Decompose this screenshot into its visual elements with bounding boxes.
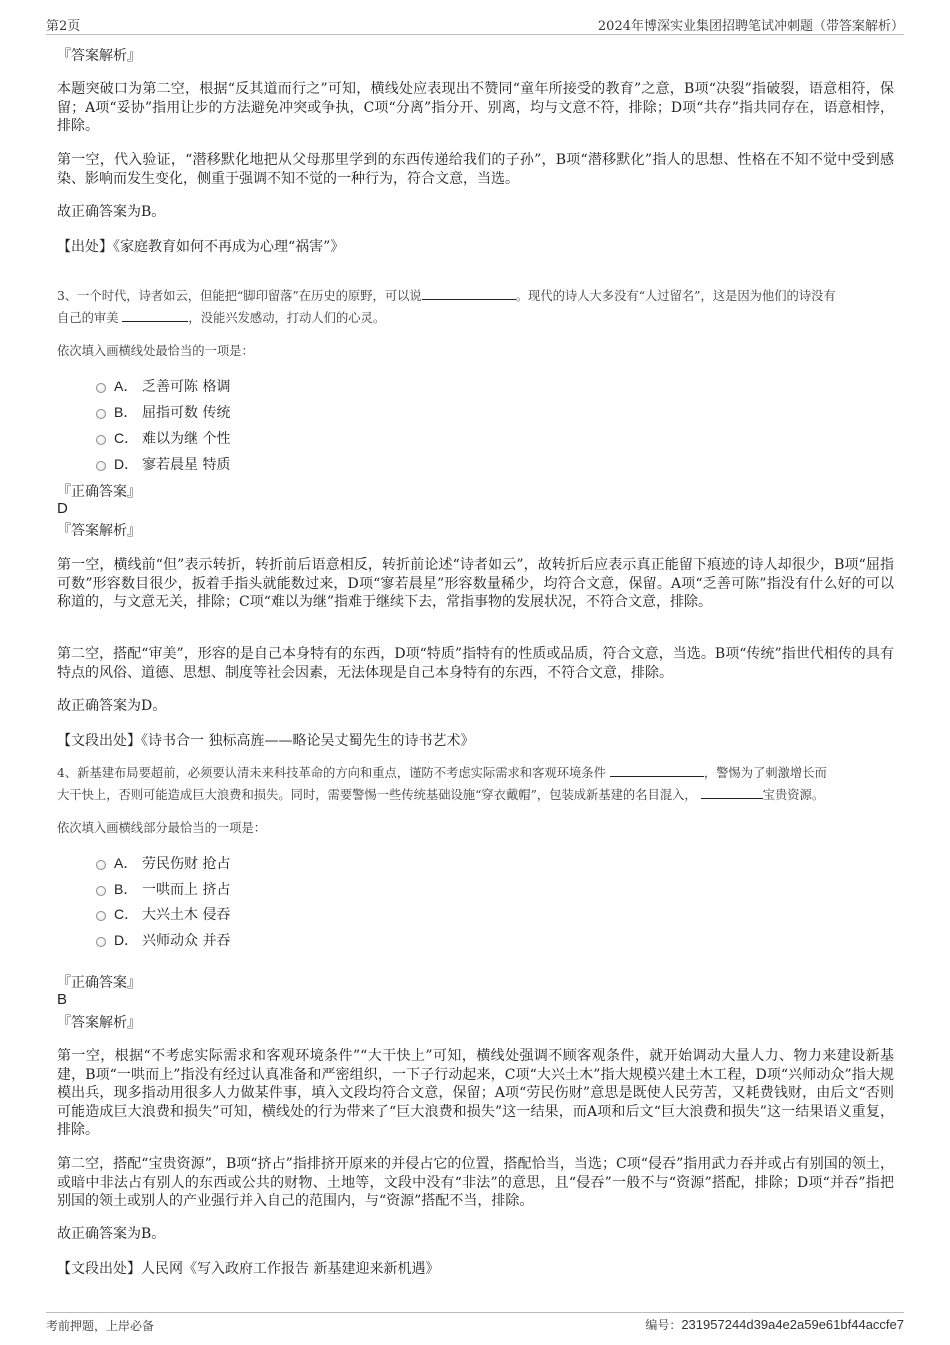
analysis-para2-q4: 第二空，搭配“宝贵资源”，B项“挤占”指排挤开原来的并侵占它的位置，搭配恰当，当选；C项“侵吞”指用武力吞并或占有别国的领土，或暗中非法占有别人的东西或公共的财物、土地等，文段中没有“非法”的意思，且“侵吞”一般不与“资源”搭配，排除；D项“并吞”指把别国的领土或别人的产业强行并入自己的范围内，与“资源”搭配不当，排除。 bbox=[57, 1156, 894, 1209]
question-stem-q4: 4、新基建布局要超前，必须要认清未来科技革命的方向和重点，谨防不考虑实际需求和客观环境条件 ，警惕为了刺激增长而 大干快上，否则可能造成巨大浪费和损失。同时，需要警惕一些传统基础设施“穿衣戴帽”，包装成新基建的名目混入， 宝贵资源。 bbox=[57, 766, 827, 802]
option-c-q3[interactable]: C． 难以为继 个性 bbox=[96, 428, 230, 448]
blank-2 bbox=[122, 310, 188, 322]
question-stem-q3: 3、一个时代，诗者如云，但能把“脚印留落”在历史的原野，可以说 。现代的诗人大多没有“人过留名”，这是因为他们的诗没有 自己的审美 ，没能兴发感动，打动人们的心灵。 bbox=[57, 289, 836, 325]
radio-icon[interactable] bbox=[96, 860, 106, 870]
conclusion-q4: 故正确答案为B。 bbox=[57, 1226, 166, 1242]
document-code: 编号：231957244d39a4e2a59e61bf44accfe7 bbox=[645, 1317, 904, 1332]
analysis-para1-q2: 本题突破口为第二空，根据“反其道而行之”可知，横线处应表现出不赞同“童年所接受的教育”之意，B项“决裂”指破裂，语意相符，保留；A项“妥协”指用让步的方法避免冲突或争执，C项“分离”指分开、别离，均与文意不符，排除；D项“共存”指共同存在，语意相悖，排除。 bbox=[57, 81, 894, 134]
conclusion-q2: 故正确答案为B。 bbox=[57, 204, 166, 220]
source-q4: 【文段出处】人民网《写入政府工作报告 新基建迎来新机遇》 bbox=[57, 1261, 440, 1277]
page-number: 第2页 bbox=[46, 19, 81, 34]
page-footer bbox=[46, 1312, 904, 1335]
analysis-label-q2: 『答案解析』 bbox=[57, 48, 141, 64]
analysis-para2-q2: 第一空，代入验证，“潜移默化地把从父母那里学到的东西传递给我们的子孙”，B项“潜移默化”指人的思想、性格在不知不觉中受到感染、影响而发生变化，侧重于强调不知不觉的一种行为，符合文意，当选。 bbox=[57, 152, 894, 187]
analysis-label-q3: 『答案解析』 bbox=[57, 523, 141, 539]
blank-2 bbox=[701, 787, 763, 799]
analysis-para1-q4: 第一空，根据“不考虑实际需求和客观环境条件”“大干快上”可知，横线处强调不顾客观条件，就开始调动大量人力、物力来建设新基建，B项“一哄而上”指没有经过认真准备和严密组织，一下子行动起来，C项“大兴土木”指大规模兴建土木工程，D项“兴师动众”指大规模出兵，现多指动用很多人力做某件事，填入文段均符合文意，保留；A项“劳民伤财”意思是既使人民劳苦，又耗费钱财，由后文“否则可能造成巨大浪费和损失”可知，横线处的行为带来了“巨大浪费和损失”这一结果，而A项和后文“巨大浪费和损失”这一结果语义重复，排除。 bbox=[57, 1048, 894, 1138]
source-q2: 【出处】《家庭教育如何不再成为心理“祸害”》 bbox=[57, 239, 345, 255]
option-a-q3[interactable]: A． 乏善可陈 格调 bbox=[96, 376, 230, 396]
radio-icon[interactable] bbox=[96, 409, 106, 419]
correct-answer-label-q4: 『正确答案』 bbox=[57, 975, 141, 991]
blank-1 bbox=[610, 765, 704, 777]
radio-icon[interactable] bbox=[96, 461, 106, 471]
footer-slogan: 考前押题，上岸必备 bbox=[46, 1319, 155, 1333]
page-header bbox=[46, 12, 904, 35]
analysis-label-q4: 『答案解析』 bbox=[57, 1015, 141, 1031]
option-d-q4[interactable]: D． 兴师动众 并吞 bbox=[96, 930, 230, 950]
analysis-para2-q3: 第二空，搭配“审美”，形容的是自己本身特有的东西，D项“特质”指特有的性质或品质，符合文意，当选。B项“传统”指世代相传的具有特点的风俗、道德、思想、制度等社会因素，无法体现是自己本身特有的东西，不符合文意，排除。 bbox=[57, 646, 894, 681]
correct-answer-q4: B bbox=[57, 991, 68, 1008]
radio-icon[interactable] bbox=[96, 435, 106, 445]
radio-icon[interactable] bbox=[96, 886, 106, 896]
option-c-q4[interactable]: C． 大兴土木 侵吞 bbox=[96, 904, 230, 924]
blank-1 bbox=[422, 288, 516, 300]
source-q3: 【文段出处】《诗书合一 独标高旌——略论吴丈蜀先生的诗书艺术》 bbox=[57, 733, 475, 749]
option-b-q3[interactable]: B． 屈指可数 传统 bbox=[96, 402, 230, 422]
option-b-q4[interactable]: B． 一哄而上 挤占 bbox=[96, 879, 230, 899]
radio-icon[interactable] bbox=[96, 383, 106, 393]
option-a-q4[interactable]: A． 劳民伤财 抢占 bbox=[96, 853, 230, 873]
instruction-q3: 依次填入画横线处最恰当的一项是： bbox=[57, 344, 254, 358]
correct-answer-label-q3: 『正确答案』 bbox=[57, 484, 141, 500]
analysis-para1-q3: 第一空，横线前“但”表示转折，转折前后语意相反，转折前论述“诗者如云”，故转折后应表示真正能留下痕迹的诗人却很少，B项“屈指可数”形容数目很少，扳着手指头就能数过来，D项“寥若晨星”形容数量稀少，均符合文意，保留。A项“乏善可陈”指没有什么好的可以称道的，与文意无关，排除；C项“难以为继”指难于继续下去，常指事物的发展状况，不符合文意，排除。 bbox=[57, 557, 894, 610]
conclusion-q3: 故正确答案为D。 bbox=[57, 698, 167, 714]
radio-icon[interactable] bbox=[96, 937, 106, 947]
instruction-q4: 依次填入画横线部分最恰当的一项是： bbox=[57, 821, 267, 835]
option-d-q3[interactable]: D． 寥若晨星 特质 bbox=[96, 454, 230, 474]
document-title: 2024年博深实业集团招聘笔试冲刺题（带答案解析） bbox=[597, 19, 904, 34]
correct-answer-q3: D bbox=[57, 500, 68, 517]
radio-icon[interactable] bbox=[96, 911, 106, 921]
